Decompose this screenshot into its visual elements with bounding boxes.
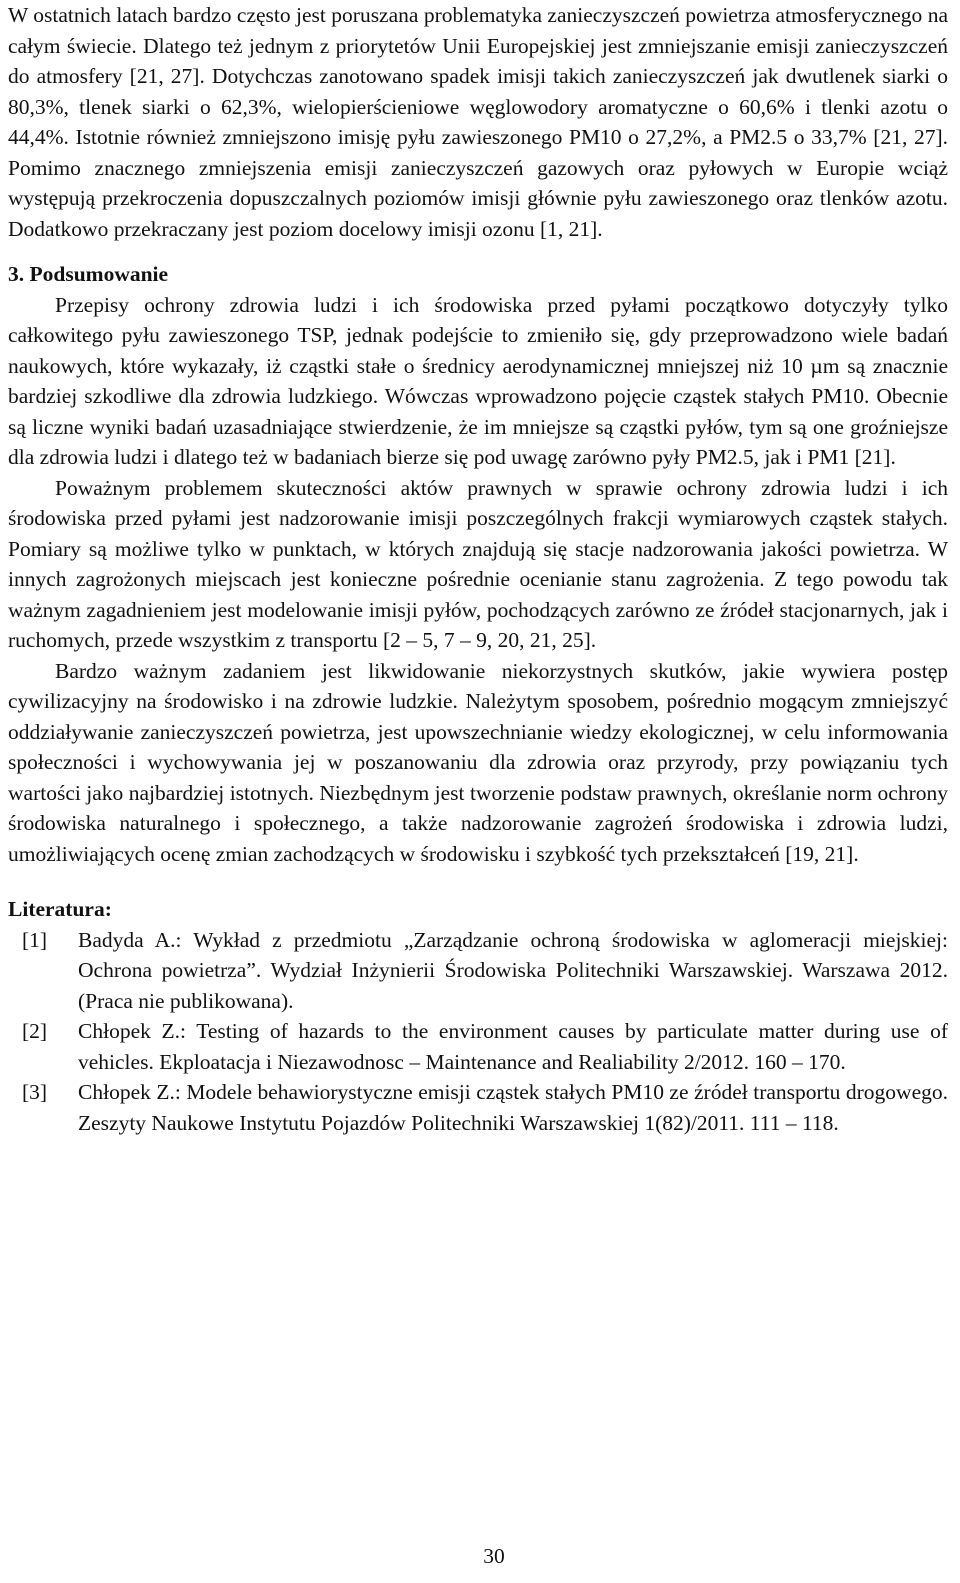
literature-heading: Literatura: — [8, 897, 112, 921]
reference-item — [8, 925, 948, 1017]
summary-paragraph-3: Bardzo ważnym zadaniem jest likwidowanie niekorzystnych skutków, jakie wywiera postęp cywilizacyjny na środowisko i na zdrowie ludzkie. Należytym sposobem, pośrednio mogącym zmniejszyć oddziaływanie zanieczyszczeń powietrza, jest upowszechnianie wiedzy ekologicznej, w celu informowania społeczności i wychowywania jej w poszanowaniu dla zdrowia oraz przyrody, przy powiązaniu tych wartości jako najbardziej istotnych. Niezbędnym jest tworzenie podstaw prawnych, określanie norm ochrony środowiska naturalnego i społecznego, a także nadzorowanie zagrożeń środowiska i zdrowia ludzi, umożliwiających ocenę zmian zachodzących w środowisku i szybkość tych przekształceń [19, 21]. — [8, 658, 948, 866]
reference-text: Chłopek Z.: Modele behawiorystyczne emisji cząstek stałych PM10 ze źródeł transportu drogowego. Zeszyty Naukowe Instytutu Pojazdów Politechniki Warszawskiej 1(82)/2011. 111 – 118. — [78, 1080, 948, 1135]
intro-paragraph: W ostatnich latach bardzo często jest poruszana problematyka zanieczyszczeń powietrza atmosferycznego na całym świecie. Dlatego też jednym z priorytetów Unii Europejskiej jest zmniejszanie emisji zanieczyszczeń do atmosfery [21, 27]. Dotychczas zanotowano spadek imisji takich zanieczyszczeń jak dwutlenek siarki o 80,3%, tlenek siarki o 62,3%, wielopierścieniowe węglowodory aromatyczne o 60,6% i tlenki azotu o 44,4%. Istotnie również zmniejszono imisję pyłu zawieszonego PM10 o 27,2%, a PM2.5 o 33,7% [21, 27]. Pomimo znacznego zmniejszenia emisji zanieczyszczeń gazowych oraz pyłowych w Europie wciąż występują przekroczenia dopuszczalnych poziomów imisji głównie pyłu zawieszonego oraz tlenków azotu. Dodatkowo przekraczany jest poziom docelowy imisji ozonu [1, 21]. — [8, 3, 948, 241]
reference-item — [8, 1016, 948, 1077]
reference-number: [3] — [22, 1080, 48, 1104]
document-page — [8, 0, 948, 1138]
section-heading: 3. Podsumowanie — [8, 262, 169, 286]
reference-number: [2] — [22, 1019, 48, 1043]
reference-text: Chłopek Z.: Testing of hazards to the environment causes by particulate matter during use of vehicles. Ekploatacja i Niezawodnosc – Maintenance and Realiability 2/2012. 160 – 170. — [78, 1019, 948, 1074]
summary-paragraph-1: Przepisy ochrony zdrowia ludzi i ich środowiska przed pyłami początkowo dotyczyły tylko całkowitego pyłu zawieszonego TSP, jednak podejście to zmieniło się, gdy przeprowadzono wiele badań naukowych, które wykazały, iż cząstki stałe o średnicy aerodynamicznej mniejszej niż 10 µm są znacznie bardziej szkodliwe dla zdrowia ludzkiego. Wówczas wprowadzono pojęcie cząstek stałych PM10. Obecnie są liczne wyniki badań uzasadniające stwierdzenie, że im mniejsze są cząstki pyłów, tym są one groźniejsze dla zdrowia ludzi i dlatego też w badaniach bierze się pod uwagę zarówno pyły PM2.5, jak i PM1 [21]. — [8, 292, 948, 469]
page-number: 30 — [483, 1544, 505, 1568]
reference-number: [1] — [22, 927, 48, 952]
reference-item — [8, 1077, 948, 1138]
reference-text: Badyda A.: Wykład z przedmiotu „Zarządzanie ochroną środowiska w aglomeracji miejskiej: Ochrona powietrza”. Wydział Inżynierii Środowiska Politechniki Warszawskiej. Warszawa 2012. (Praca nie publikowana). — [78, 927, 948, 1013]
summary-paragraph-2: Poważnym problemem skuteczności aktów prawnych w sprawie ochrony zdrowia ludzi i ich środowiska przed pyłami jest nadzorowanie imisji poszczególnych frakcji wymiarowych cząstek stałych. Pomiary są możliwe tylko w punktach, w których znajdują się stacje nadzorowania jakości powietrza. W innych zagrożonych miejscach jest konieczne pośrednie ocenianie stanu zagrożenia. Z tego powodu tak ważnym zagadnieniem jest modelowanie imisji pyłów, pochodzących zarówno ze źródeł stacjonarnych, jak i ruchomych, przede wszystkim z transportu [2 – 5, 7 – 9, 20, 21, 25]. — [8, 475, 948, 652]
